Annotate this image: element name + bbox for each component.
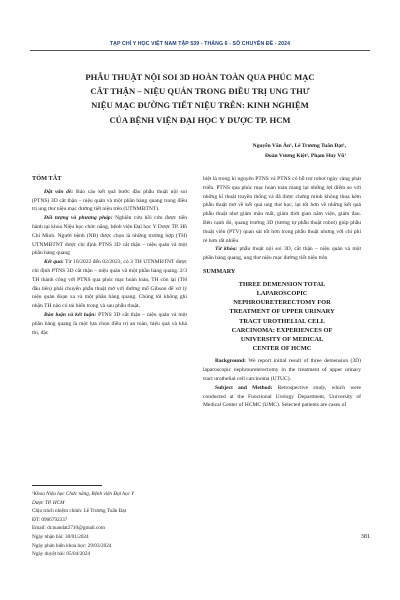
subject-label: Subject and Method: <box>215 384 273 391</box>
footnote <box>32 490 192 559</box>
phone: ĐT: 0906792337 <box>32 516 68 523</box>
results-label: Kết quả: <box>44 259 64 266</box>
english-title-line: CENTER OF HCMC <box>252 345 312 353</box>
summary-en-heading: SUMMARY <box>203 268 236 275</box>
english-title-line: THREE DEMENSION TOTAL <box>238 280 326 288</box>
journal-header: TẠP CHÍ Y HỌC VIỆT NAM TẬP 539 - THÁNG 6 - SỐ CHUYÊN ĐỀ - 2024 <box>109 41 291 47</box>
results-paragraph <box>32 258 187 311</box>
authors <box>180 141 346 161</box>
objective-label: Đặt vấn đề: <box>44 188 74 195</box>
conclusion-paragraph <box>32 311 187 337</box>
left-column <box>32 175 187 337</box>
review-date: Ngày phản biện khoa học: 29/03/2024 <box>32 542 112 549</box>
background-text: We report initial result of three demension (3D) laparoscopic nephroureterectomy in the treatment of upper urinary tract urothelial cell carcinoma (UTUC). <box>203 358 361 382</box>
received-date: Ngày nhận bài: 30/01/2024 <box>32 533 89 540</box>
affiliation-line: Dược TP. HCM <box>32 499 65 506</box>
english-title-line: LAPAROSCOPIC <box>256 289 308 297</box>
keywords-paragraph <box>203 245 361 263</box>
email: Email: dr.tuandat2710@gmail.com <box>32 525 105 532</box>
english-title-line: UNIVERSITY OF MEDICAL <box>240 335 324 343</box>
page-number: 381 <box>360 533 370 540</box>
summary-vn-heading: TÓM TẮT <box>32 175 62 182</box>
title-line: PHẪU THUẬT NỘI SOI 3D HOÀN TOÀN QUA PHÚC MẠC <box>85 72 315 82</box>
keywords-text: phẫu thuật nội soi 3D, cắt thận – niệu quản và một phần bàng quang, ung thư niệu mạc đường tiết niệu trên <box>203 246 361 262</box>
subject-paragraph <box>203 384 361 410</box>
keywords-label: Từ khóa: <box>215 246 238 253</box>
corresponding-author: Chịu trách nhiệm chính: Lê Trương Tuấn Đạt <box>32 508 127 515</box>
methods-text: Nghiên cứu hồi cứu được tiến hành tại khoa Niệu học chức năng, bệnh viện Đại học Y Dược TP. Hồ Chí Minh. Người bệnh (NB) được chọn là những trường hợp (TH) UTNMĐTNT được chỉ định PTNS 3D cắt thận – niệu quản và một phần bàng quang <box>32 215 187 257</box>
results-text: Từ 10/2022 đến 02/2023, có 3 TH UTNMĐTNT được chỉ định PTNS 3D cắt thận – niệu quản và một phần bàng quang. 2/3 TH thành công với PTNS qua phúc mạc hoàn toàn, TH còn lại (TH đầu tiên) phải chuyển phẫu thuật mở với đường mổ Gibson để xử lý niệu quản đoạn xa và một phần bàng quang. Chúng tôi không ghi nhận TH nào có tai biến trong và sau phẫu thuật. <box>32 259 188 310</box>
article-title <box>55 70 345 127</box>
background-label: Background: <box>215 358 247 365</box>
right-column <box>203 175 361 410</box>
affiliation-line: ¹Khoa Niệu học Chức năng, Bệnh viện Đại học Y <box>32 491 135 497</box>
objective-paragraph <box>32 188 187 214</box>
english-title-line: TRACT UROTHELIAL CELL <box>239 317 325 325</box>
conclusion-text: PTNS 3D cắt thận – niệu quản và một phần bàng quang là một lựa chọn điều trị an toàn, hiệu quả và khả thi, đặc <box>32 311 187 336</box>
title-line: CỦA BỆNH VIỆN ĐẠI HỌC Y DƯỢC TP. HCM <box>109 114 291 125</box>
accepted-date: Ngày duyệt bài: 05/04/2024 <box>32 551 91 558</box>
objective-text: Báo cáo kết quả bước đầu phẫu thuật nội soi (PTNS) 3D cắt thận – niệu quản và một phần bàng quang trong điều trị ung thư niệu mạc đường tiết niệu trên (UTNMĐTNT). <box>32 188 187 213</box>
conclusion-continued: biệt là trong kỉ nguyên PTNS và PTNS có hỗ trợ robot ngày càng phát triển. PTNS qua phúc mạc hoàn toàn mang lại những lợi điểm so với những kĩ thuật truyền thống và đã được chứng minh không thua kém phẫu thuật mở về kết quả ung thư học, lại tốt hơn về những kết quả phẫu thuật như giảm máu mất, giảm thời gian nằm viện, giảm đau. Bên cạnh đó, quang trường 3D (tương tự phẫu thuật robot) giúp phẫu thuật viên (PTV) quan sát tốt hơn trong phẫu thuật nhưng với chi phí rẻ hơn rất nhiều <box>203 176 361 244</box>
title-line: NIỆU MẠC ĐƯỜNG TIẾT NIỆU TRÊN: KINH NGHIỆM <box>91 100 309 111</box>
background-paragraph <box>203 357 361 383</box>
english-title-line: TREATMENT OF UPPER URINARY <box>229 308 335 316</box>
methods-label: Đối tượng và phương pháp: <box>44 215 113 222</box>
english-title-line: CARCINOMA: EXPERIENCES OF <box>231 326 333 334</box>
authors-line: Đoàn Vương Kiệt¹, Phạm Huy Vũ¹ <box>265 153 346 159</box>
title-line: CẮT THẬN – NIỆU QUẢN TRONG ĐIỀU TRỊ UNG THƯ <box>90 86 310 97</box>
header-rule <box>30 50 370 51</box>
footnote-rule <box>32 485 102 486</box>
english-title-line: NEPHROURETERECTOMY FOR <box>233 299 331 307</box>
authors-line: Nguyễn Văn Ân¹, Lê Trương Tuấn Đạt¹, <box>252 143 346 149</box>
subject-text: Retrospective study, which were conducted at the Functional Urology Department, University of Medical Center of HCMC (UMC). Selected patients are cases of <box>203 384 361 409</box>
english-title <box>203 280 361 354</box>
methods-paragraph <box>32 214 187 258</box>
conclusion-label: Bàn luận và kết luận: <box>44 311 97 318</box>
